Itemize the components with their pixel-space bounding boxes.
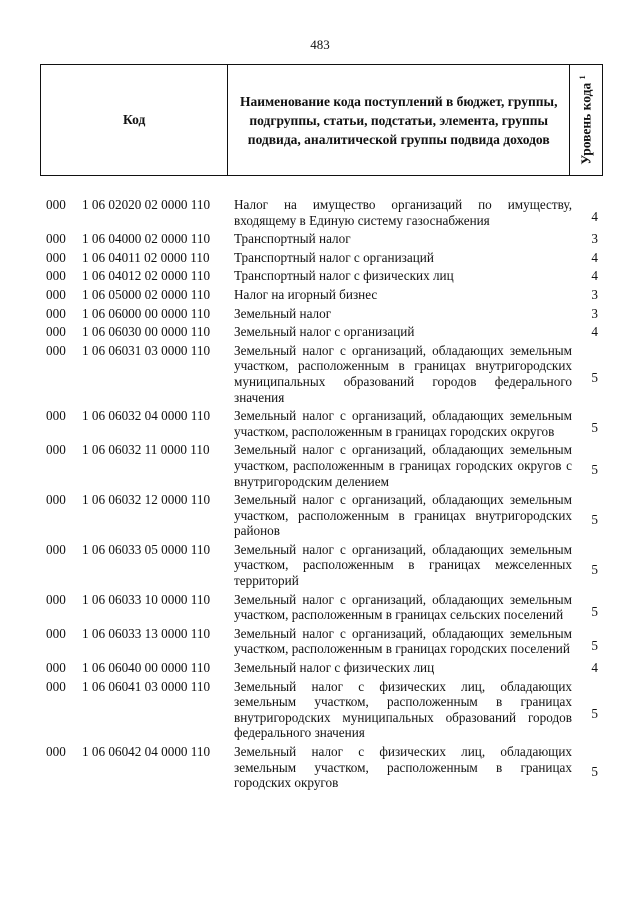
row-level-value: 5 bbox=[591, 420, 598, 436]
table-row bbox=[46, 679, 602, 741]
row-group: 000 bbox=[46, 591, 66, 607]
row-level bbox=[572, 744, 602, 791]
row-name: Земельный налог с организаций, обладающих земельным участком, расположенным в границах городских поселений bbox=[234, 625, 572, 657]
table-row bbox=[46, 250, 602, 266]
row-code: 1 06 05000 02 0000 110 bbox=[82, 286, 211, 302]
header-code: Код bbox=[41, 65, 228, 175]
header-level-text: Уровень кода bbox=[578, 82, 594, 165]
row-group: 000 bbox=[46, 305, 66, 321]
row-name: Земельный налог bbox=[234, 305, 332, 321]
table-row bbox=[46, 408, 602, 439]
row-level bbox=[572, 268, 602, 284]
row-level-value: 5 bbox=[591, 705, 598, 721]
table-row bbox=[46, 197, 602, 228]
row-level-value: 5 bbox=[591, 603, 598, 619]
row-group: 000 bbox=[46, 660, 66, 676]
row-name: Земельный налог с физических лиц, обладающих земельным участком, расположенным в границах внутригородских муниципальных образований городов федерального значения bbox=[234, 678, 572, 741]
row-code: 1 06 06040 00 0000 110 bbox=[82, 660, 211, 676]
row-group: 000 bbox=[46, 744, 66, 759]
row-level-value: 4 bbox=[591, 268, 598, 284]
table-row bbox=[46, 542, 602, 589]
row-group: 000 bbox=[46, 231, 66, 247]
row-level-value: 5 bbox=[591, 462, 598, 478]
row-group: 000 bbox=[46, 541, 66, 557]
row-code: 1 06 04011 02 0000 110 bbox=[82, 249, 210, 265]
row-name: Транспортный налог с организаций bbox=[234, 249, 434, 265]
table-header bbox=[40, 64, 603, 176]
row-level bbox=[572, 408, 602, 439]
page-number: 483 bbox=[310, 37, 330, 52]
row-name: Земельный налог с организаций, обладающих земельным участком, расположенным в границах межселенных территорий bbox=[234, 541, 572, 589]
row-code: 1 06 06031 03 0000 110 bbox=[82, 342, 211, 358]
row-group: 000 bbox=[46, 197, 66, 212]
header-level-label bbox=[578, 75, 595, 164]
row-level bbox=[572, 660, 602, 676]
row-level-value: 4 bbox=[591, 660, 598, 676]
row-level bbox=[572, 343, 602, 405]
row-group: 000 bbox=[46, 249, 66, 265]
row-name: Земельный налог с организаций, обладающих земельным участком, расположенным в границах городских округов bbox=[234, 408, 572, 439]
table-row bbox=[46, 268, 602, 284]
row-code: 1 06 04000 02 0000 110 bbox=[82, 231, 211, 247]
table-row bbox=[46, 744, 602, 791]
row-level bbox=[572, 542, 602, 589]
row-group: 000 bbox=[46, 408, 66, 424]
table-row bbox=[46, 306, 602, 322]
row-level bbox=[572, 197, 602, 228]
row-name: Транспортный налог bbox=[234, 231, 351, 247]
row-code: 1 06 02020 02 0000 110 bbox=[82, 197, 211, 212]
table-row bbox=[46, 660, 602, 676]
row-level bbox=[572, 442, 602, 489]
table-row bbox=[46, 324, 602, 340]
row-level bbox=[572, 626, 602, 657]
table-body bbox=[46, 197, 602, 794]
header-level-footnote: 1 bbox=[577, 75, 587, 80]
row-code: 1 06 06033 13 0000 110 bbox=[82, 625, 211, 641]
row-code: 1 06 06033 10 0000 110 bbox=[82, 591, 211, 607]
row-name: Земельный налог с организаций, обладающих земельным участком, расположенным в границах сельских поселений bbox=[234, 591, 572, 623]
row-group: 000 bbox=[46, 324, 66, 340]
row-level-value: 4 bbox=[591, 209, 598, 224]
row-level bbox=[572, 679, 602, 741]
header-name: Наименование кода поступлений в бюджет, группы, подгруппы, статьи, подстатьи, элемента, группы подвида, аналитической группы подвида доходов bbox=[228, 65, 570, 175]
row-level-value: 5 bbox=[591, 369, 598, 385]
row-group: 000 bbox=[46, 442, 66, 458]
row-level-value: 3 bbox=[591, 231, 598, 247]
row-code: 1 06 06033 05 0000 110 bbox=[82, 541, 211, 557]
row-group: 000 bbox=[46, 286, 66, 302]
row-group: 000 bbox=[46, 678, 66, 694]
row-name: Земельный налог с организаций, обладающих земельным участком, расположенным в границах внутригородских муниципальных образований городов федерального значения bbox=[234, 342, 572, 405]
row-level-value: 4 bbox=[591, 324, 598, 340]
row-group: 000 bbox=[46, 492, 66, 508]
row-level-value: 3 bbox=[591, 305, 598, 321]
table-row bbox=[46, 592, 602, 623]
row-group: 000 bbox=[46, 342, 66, 358]
row-level bbox=[572, 287, 602, 303]
table-row bbox=[46, 626, 602, 657]
row-name: Земельный налог с организаций bbox=[234, 324, 415, 340]
table-row bbox=[46, 492, 602, 539]
row-level bbox=[572, 250, 602, 266]
row-level bbox=[572, 592, 602, 623]
header-level bbox=[570, 65, 602, 175]
row-code: 1 06 06032 11 0000 110 bbox=[82, 442, 210, 458]
row-level bbox=[572, 324, 602, 340]
row-code: 1 06 06032 12 0000 110 bbox=[82, 492, 211, 508]
row-name: Налог на имущество организаций по имуществу, входящему в Единую систему газоснабжения bbox=[234, 197, 572, 228]
row-level bbox=[572, 306, 602, 322]
row-code: 1 06 06000 00 0000 110 bbox=[82, 305, 211, 321]
row-name: Земельный налог с физических лиц, обладающих земельным участком, расположенным в границах городских округов bbox=[234, 744, 572, 791]
table-row bbox=[46, 231, 602, 247]
table-row bbox=[46, 343, 602, 405]
row-group: 000 bbox=[46, 268, 66, 284]
row-name: Налог на игорный бизнес bbox=[234, 286, 378, 302]
row-level-value: 5 bbox=[591, 512, 598, 528]
row-code: 1 06 06042 04 0000 110 bbox=[82, 744, 211, 759]
row-code: 1 06 06030 00 0000 110 bbox=[82, 324, 211, 340]
row-name: Земельный налог с физических лиц bbox=[234, 660, 435, 676]
row-level-value: 5 bbox=[591, 637, 598, 653]
row-group: 000 bbox=[46, 625, 66, 641]
row-code: 1 06 06032 04 0000 110 bbox=[82, 408, 211, 424]
row-level bbox=[572, 231, 602, 247]
row-level-value: 5 bbox=[591, 561, 598, 577]
row-name: Транспортный налог с физических лиц bbox=[234, 268, 454, 284]
row-code: 1 06 06041 03 0000 110 bbox=[82, 678, 211, 694]
row-name: Земельный налог с организаций, обладающих земельным участком, расположенным в границах внутригородских районов bbox=[234, 492, 572, 539]
row-level-value: 4 bbox=[591, 249, 598, 265]
table-row bbox=[46, 442, 602, 489]
row-name: Земельный налог с организаций, обладающих земельным участком, расположенным в границах городских округов с внутригородским делением bbox=[234, 442, 572, 489]
row-code: 1 06 04012 02 0000 110 bbox=[82, 268, 211, 284]
row-level bbox=[572, 492, 602, 539]
row-level-value: 3 bbox=[591, 286, 598, 302]
row-level-value: 5 bbox=[591, 764, 598, 779]
table-row bbox=[46, 287, 602, 303]
